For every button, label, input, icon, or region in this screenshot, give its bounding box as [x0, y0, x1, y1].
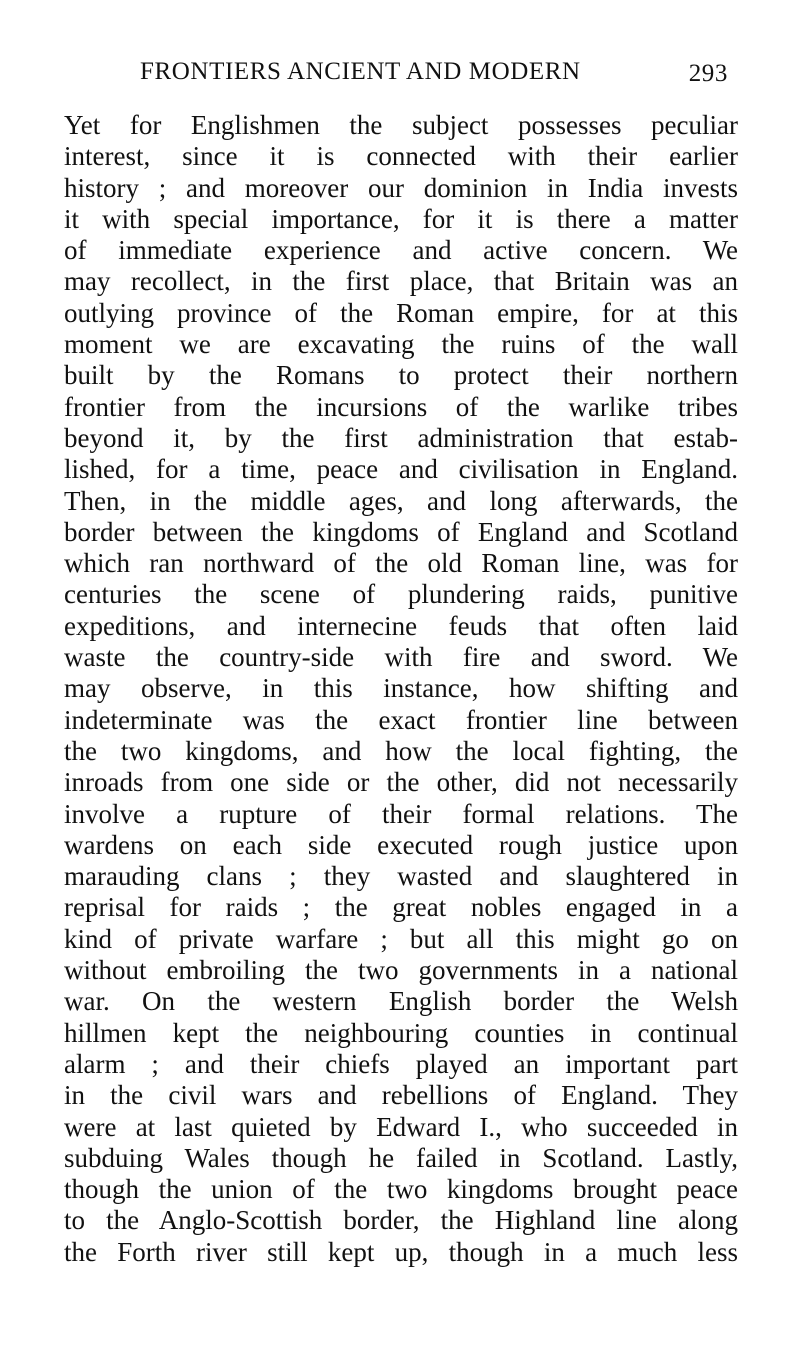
text-line: may observe, in this instance, how shifting and — [64, 673, 738, 704]
text-line: it with special importance, for it is there a matter — [64, 203, 738, 234]
text-line: Yet for Englishmen the subject possesses peculiar — [64, 110, 738, 140]
text-line: marauding clans ; they wasted and slaughtered in — [64, 861, 738, 892]
text-line: border between the kingdoms of England and Scotland — [64, 516, 738, 547]
text-line: involve a rupture of their formal relations. The — [64, 798, 738, 829]
text-line: indeterminate was the exact frontier line between — [64, 704, 738, 735]
text-line: war. On the western English border the Welsh — [64, 986, 738, 1017]
text-line: waste the country-side with fire and sword. We — [64, 642, 738, 673]
text-line: kind of private warfare ; but all this might go on — [64, 923, 738, 954]
text-line: centuries the scene of plundering raids, punitive — [64, 579, 738, 610]
text-line: to the Anglo-Scottish border, the Highland line along — [64, 1205, 738, 1236]
body-text — [64, 110, 738, 1268]
text-line: though the union of the two kingdoms brought peace — [64, 1174, 738, 1205]
text-line: built by the Romans to protect their northern — [64, 360, 738, 391]
text-line: were at last quieted by Edward I., who succeeded in — [64, 1111, 738, 1142]
running-title: FRONTIERS ANCIENT AND MODERN — [140, 58, 581, 85]
text-line: history ; and moreover our dominion in India invests — [64, 172, 738, 203]
text-line: moment we are excavating the ruins of the wall — [64, 329, 738, 360]
page-number: 293 — [688, 60, 728, 87]
text-line: Then, in the middle ages, and long afterwards, the — [64, 485, 738, 516]
text-line: hillmen kept the neighbouring counties in continual — [64, 1017, 738, 1048]
text-line: without embroiling the two governments in a national — [64, 955, 738, 986]
text-line: in the civil wars and rebellions of England. They — [64, 1080, 738, 1111]
text-line: interest, since it is connected with their earlier — [64, 141, 738, 172]
text-line: inroads from one side or the other, did not necessarily — [64, 767, 738, 798]
text-line: beyond it, by the first administration that estab- — [64, 422, 738, 453]
text-line: reprisal for raids ; the great nobles engaged in a — [64, 892, 738, 923]
text-line: alarm ; and their chiefs played an important part — [64, 1048, 738, 1079]
text-line: frontier from the incursions of the warlike tribes — [64, 391, 738, 422]
text-line: wardens on each side executed rough justice upon — [64, 829, 738, 860]
text-line: of immediate experience and active concern. We — [64, 235, 738, 266]
text-line: which ran northward of the old Roman line, was for — [64, 548, 738, 579]
text-line: subduing Wales though he failed in Scotland. Lastly, — [64, 1142, 738, 1173]
text-line: may recollect, in the first place, that Britain was an — [64, 266, 738, 297]
text-line: outlying province of the Roman empire, for at this — [64, 297, 738, 328]
text-line: the two kingdoms, and how the local fighting, the — [64, 735, 738, 766]
text-line: expeditions, and internecine feuds that often laid — [64, 610, 738, 641]
text-line: the Forth river still kept up, though in a much less — [64, 1236, 738, 1267]
running-head — [140, 58, 740, 92]
text-line: lished, for a time, peace and civilisation in England. — [64, 454, 738, 485]
